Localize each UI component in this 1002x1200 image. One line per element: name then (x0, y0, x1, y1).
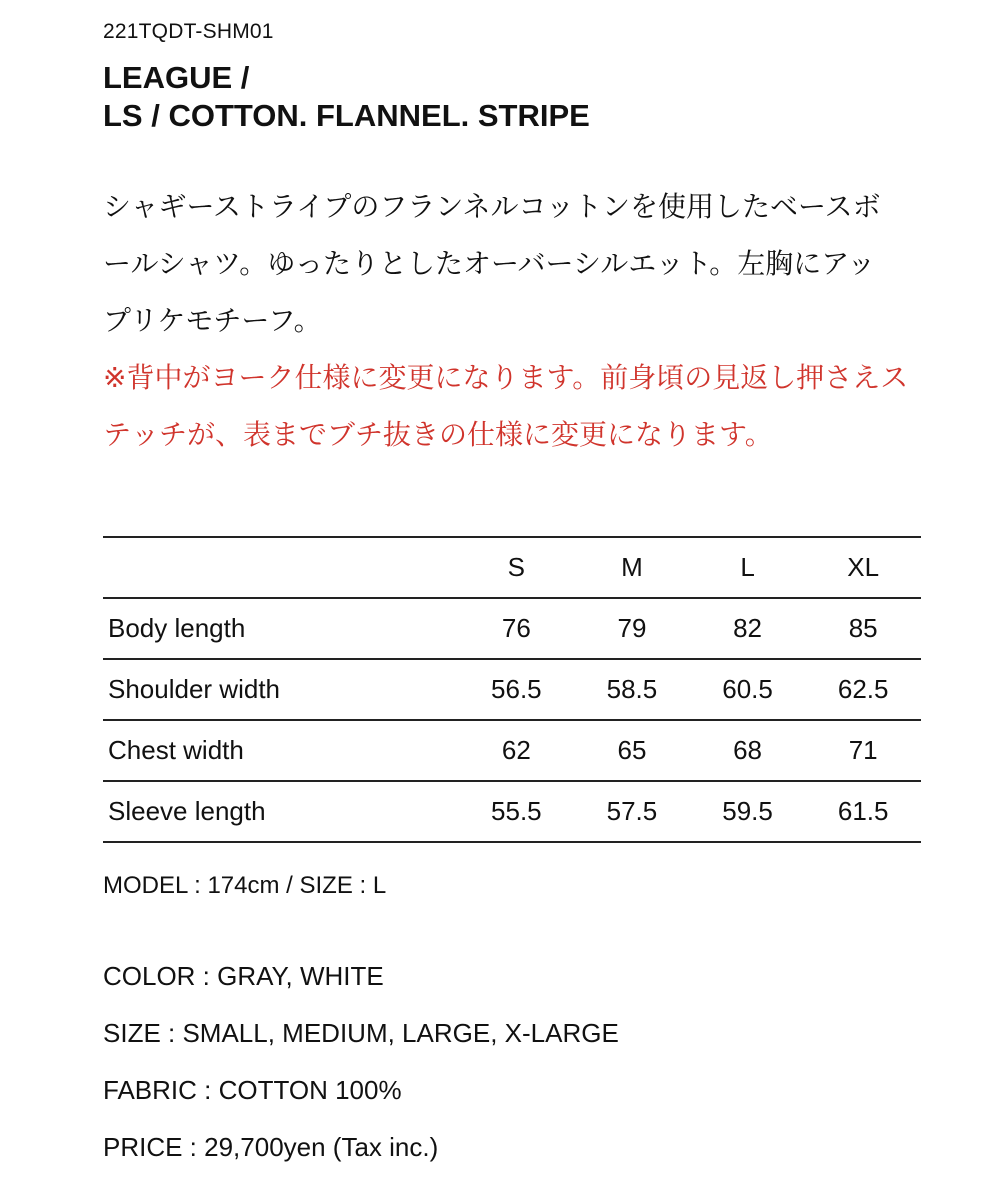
table-row (103, 781, 921, 842)
cell-value: 57.5 (574, 781, 690, 842)
cell-value: 79 (574, 598, 690, 659)
row-label: Sleeve length (103, 781, 459, 842)
spec-price: PRICE : 29,700yen (Tax inc.) (103, 1132, 439, 1162)
size-table (103, 536, 921, 843)
cell-value: 55.5 (459, 781, 575, 842)
spec-size: SIZE : SMALL, MEDIUM, LARGE, X-LARGE (103, 1018, 619, 1048)
cell-value: 58.5 (574, 659, 690, 720)
cell-value: 62 (459, 720, 575, 781)
description-line: シャギーストライプのフランネルコットンを使用したベースボ (103, 190, 881, 223)
cell-value: 85 (805, 598, 921, 659)
product-title-line2: LS / COTTON. FLANNEL. STRIPE (103, 98, 590, 133)
row-label: Chest width (103, 720, 459, 781)
spec-fabric: FABRIC : COTTON 100% (103, 1075, 402, 1105)
size-header-s: S (459, 537, 575, 598)
cell-value: 62.5 (805, 659, 921, 720)
description-note-line: ※背中がヨーク仕様に変更になります。前身頃の見返し押さえス (103, 361, 909, 394)
spec-list (103, 956, 619, 1184)
size-header-m: M (574, 537, 690, 598)
product-code: 221TQDT-SHM01 (103, 20, 274, 43)
description-note-line: テッチが、表までブチ抜きの仕様に変更になります。 (103, 418, 773, 451)
product-description (103, 178, 921, 463)
table-row (103, 598, 921, 659)
spec-color: COLOR : GRAY, WHITE (103, 961, 384, 991)
cell-value: 65 (574, 720, 690, 781)
cell-value: 59.5 (690, 781, 806, 842)
cell-value: 60.5 (690, 659, 806, 720)
cell-value: 76 (459, 598, 575, 659)
row-label: Body length (103, 598, 459, 659)
size-header-l: L (690, 537, 806, 598)
cell-value: 61.5 (805, 781, 921, 842)
cell-value: 82 (690, 598, 806, 659)
table-row (103, 720, 921, 781)
size-header-xl: XL (805, 537, 921, 598)
cell-value: 71 (805, 720, 921, 781)
product-title (103, 59, 590, 135)
row-label: Shoulder width (103, 659, 459, 720)
size-table-header-blank (103, 537, 459, 598)
cell-value: 68 (690, 720, 806, 781)
model-info: MODEL : 174cm / SIZE : L (103, 872, 387, 899)
cell-value: 56.5 (459, 659, 575, 720)
size-table-header-row (103, 537, 921, 598)
description-line: プリケモチーフ。 (103, 304, 322, 337)
table-row (103, 659, 921, 720)
description-line: ールシャツ。ゆったりとしたオーバーシルエット。左胸にアッ (103, 247, 876, 280)
product-title-line1: LEAGUE / (103, 60, 250, 95)
